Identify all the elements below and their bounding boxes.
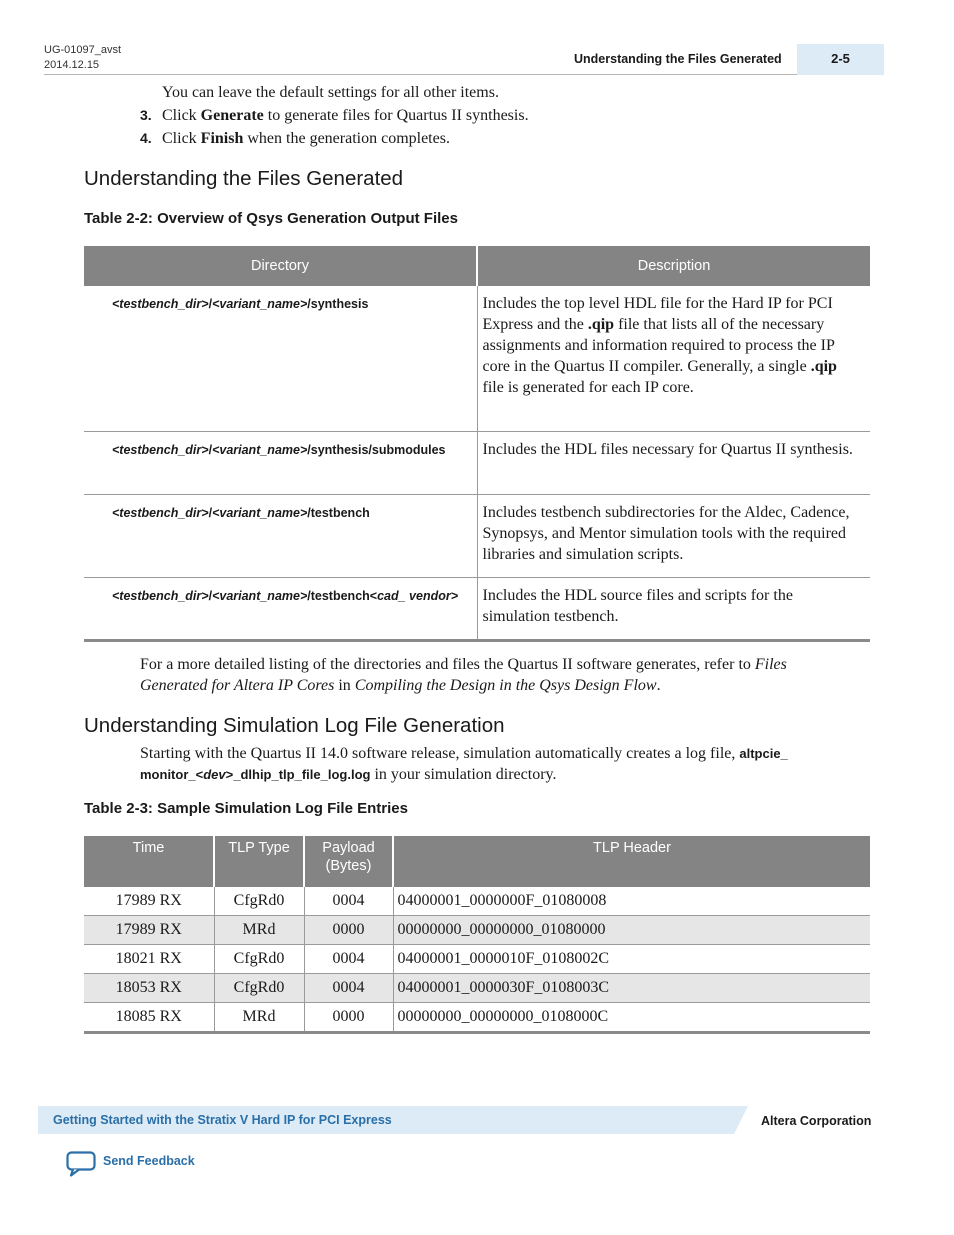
- table-row: [84, 916, 870, 945]
- intro-line: You can leave the default settings for all other items.: [162, 84, 499, 101]
- log-entries-table: [84, 836, 870, 1034]
- tlp-type-cell: MRd: [214, 916, 304, 945]
- table-header-row: [84, 836, 870, 887]
- tlp-header-cell: 04000001_0000030F_0108003C: [393, 974, 870, 1003]
- dir-sep: /: [208, 297, 213, 311]
- dir-path: /testbench: [307, 505, 370, 520]
- dir-var: <variant_name>: [212, 297, 308, 311]
- table-row: [84, 494, 870, 577]
- dir-var: <variant_name>: [212, 588, 308, 603]
- payload-cell: 0000: [304, 1003, 393, 1033]
- directory-cell: [84, 577, 477, 640]
- table-row: [84, 577, 870, 640]
- description-cell: Includes testbench subdirectories for the Aldec, Cadence, Synopsys, and Mentor simulation tools with the required libraries and simulation scripts.: [477, 494, 870, 577]
- directory-cell: [84, 431, 477, 494]
- note-text: For a more detailed listing of the directories and files the Quartus II software generates, refer to: [140, 656, 755, 673]
- payload-cell: 0000: [304, 916, 393, 945]
- time-cell: 18053 RX: [84, 974, 214, 1003]
- payload-cell: 0004: [304, 974, 393, 1003]
- dir-var: <testbench_dir>: [112, 505, 209, 520]
- step-text: when the generation completes.: [243, 130, 450, 147]
- description-cell: Includes the HDL files necessary for Quartus II synthesis.: [477, 431, 870, 494]
- para-text: Starting with the Quartus II 14.0 software release, simulation automatically creates a log file,: [140, 745, 740, 762]
- desc-text: Includes the top level HDL file for the Hard IP for PCI Express and the: [482, 295, 833, 333]
- send-feedback-link[interactable]: Send Feedback: [103, 1154, 195, 1168]
- step-number: 4.: [140, 130, 152, 146]
- tlp-header-cell: 00000000_00000000_0108000C: [393, 1003, 870, 1033]
- output-files-table: [84, 246, 870, 642]
- step-3: [140, 105, 840, 126]
- time-cell: 17989 RX: [84, 916, 214, 945]
- file-name-part: >_dlhip_tlp_file_log.log: [225, 767, 371, 782]
- step-number: 3.: [140, 107, 152, 123]
- tlp-type-cell: MRd: [214, 1003, 304, 1033]
- dir-var: <testbench_dir>: [112, 588, 209, 603]
- dir-path: /synthesis/submodules: [307, 442, 446, 457]
- column-header-tlp-header: TLP Header: [393, 836, 870, 887]
- dir-sep: /: [208, 505, 213, 520]
- header-section-title: Understanding the Files Generated: [574, 52, 782, 66]
- table-row: [84, 286, 870, 431]
- finish-term: Finish: [200, 130, 244, 147]
- table-row: [84, 431, 870, 494]
- directory-cell: [84, 494, 477, 577]
- doc-id-block: [44, 43, 121, 73]
- column-header-tlp-type: TLP Type: [214, 836, 304, 887]
- table-row: [84, 887, 870, 916]
- description-cell: Includes the HDL source files and scripts for the simulation testbench.: [477, 577, 870, 640]
- dir-var: cad_ vendor>: [377, 588, 459, 603]
- generate-term: Generate: [200, 107, 264, 124]
- table-2-3-caption: Table 2-3: Sample Simulation Log File Entries: [84, 800, 408, 817]
- tlp-type-cell: CfgRd0: [214, 887, 304, 916]
- column-header-time: Time: [84, 836, 214, 887]
- table-row: [84, 945, 870, 974]
- footer-doc-title-link[interactable]: Getting Started with the Stratix V Hard IP for PCI Express: [53, 1113, 392, 1127]
- time-cell: 18021 RX: [84, 945, 214, 974]
- table-row: [84, 1003, 870, 1033]
- directory-cell: [84, 286, 477, 431]
- reference-note: [140, 654, 840, 696]
- note-text: in: [334, 677, 355, 694]
- section-heading-files-generated: Understanding the Files Generated: [84, 167, 404, 190]
- time-cell: 17989 RX: [84, 887, 214, 916]
- section-heading-log-generation: Understanding Simulation Log File Generation: [84, 714, 505, 737]
- tlp-header-cell: 04000001_0000010F_0108002C: [393, 945, 870, 974]
- footer-company: Altera Corporation: [761, 1114, 872, 1128]
- file-name-var: dev: [203, 767, 226, 782]
- step-text: to generate files for Quartus II synthesis.: [263, 107, 529, 124]
- description-cell: [477, 286, 870, 431]
- step-4: [140, 128, 840, 149]
- para-text: in your simulation directory.: [370, 766, 557, 783]
- qip-term: .qip: [587, 316, 615, 333]
- payload-cell: 0004: [304, 945, 393, 974]
- table-row: [84, 974, 870, 1003]
- tlp-type-cell: CfgRd0: [214, 974, 304, 1003]
- column-header-payload: Payload (Bytes): [304, 836, 393, 887]
- column-header-directory: Directory: [84, 246, 477, 286]
- files-generated-reference: Files Generated for Altera IP Cores: [140, 656, 787, 694]
- table-2-2-caption: Table 2-2: Overview of Qsys Generation Output Files: [84, 210, 458, 227]
- time-cell: 18085 RX: [84, 1003, 214, 1033]
- compiling-design-reference: Compiling the Design in the Qsys Design Flow: [354, 677, 657, 694]
- qip-term: .qip: [810, 358, 837, 375]
- tlp-type-cell: CfgRd0: [214, 945, 304, 974]
- dir-var: <testbench_dir>: [112, 297, 209, 311]
- header-rule: [44, 74, 798, 75]
- dir-sep: /: [208, 588, 213, 603]
- log-file-paragraph: [140, 743, 840, 785]
- dir-sep: /: [208, 442, 213, 457]
- dir-path: /testbench<: [307, 588, 378, 603]
- note-text: .: [656, 677, 661, 694]
- feedback-icon[interactable]: [66, 1151, 96, 1182]
- page-number: 2-5: [831, 51, 850, 66]
- doc-id: UG-01097_avst: [44, 44, 122, 56]
- column-header-description: Description: [477, 246, 870, 286]
- dir-var: <variant_name>: [212, 442, 308, 457]
- dir-var: <variant_name>: [212, 505, 308, 520]
- desc-text: file is generated for each IP core.: [482, 379, 694, 396]
- file-name-part: altpcie_ monitor_<: [140, 746, 788, 782]
- payload-cell: 0004: [304, 887, 393, 916]
- table-header-row: [84, 246, 870, 286]
- doc-date: 2014.12.15: [44, 59, 100, 71]
- step-text: Click: [162, 130, 201, 147]
- dir-path: /synthesis: [307, 297, 369, 311]
- dir-var: <testbench_dir>: [112, 442, 209, 457]
- tlp-header-cell: 00000000_00000000_01080000: [393, 916, 870, 945]
- step-text: Click: [162, 107, 201, 124]
- desc-text: file that lists all of the necessary assignments and information required to process the IP core in the Quartus II compiler. Generally, a single: [482, 316, 835, 375]
- tlp-header-cell: 04000001_0000000F_01080008: [393, 887, 870, 916]
